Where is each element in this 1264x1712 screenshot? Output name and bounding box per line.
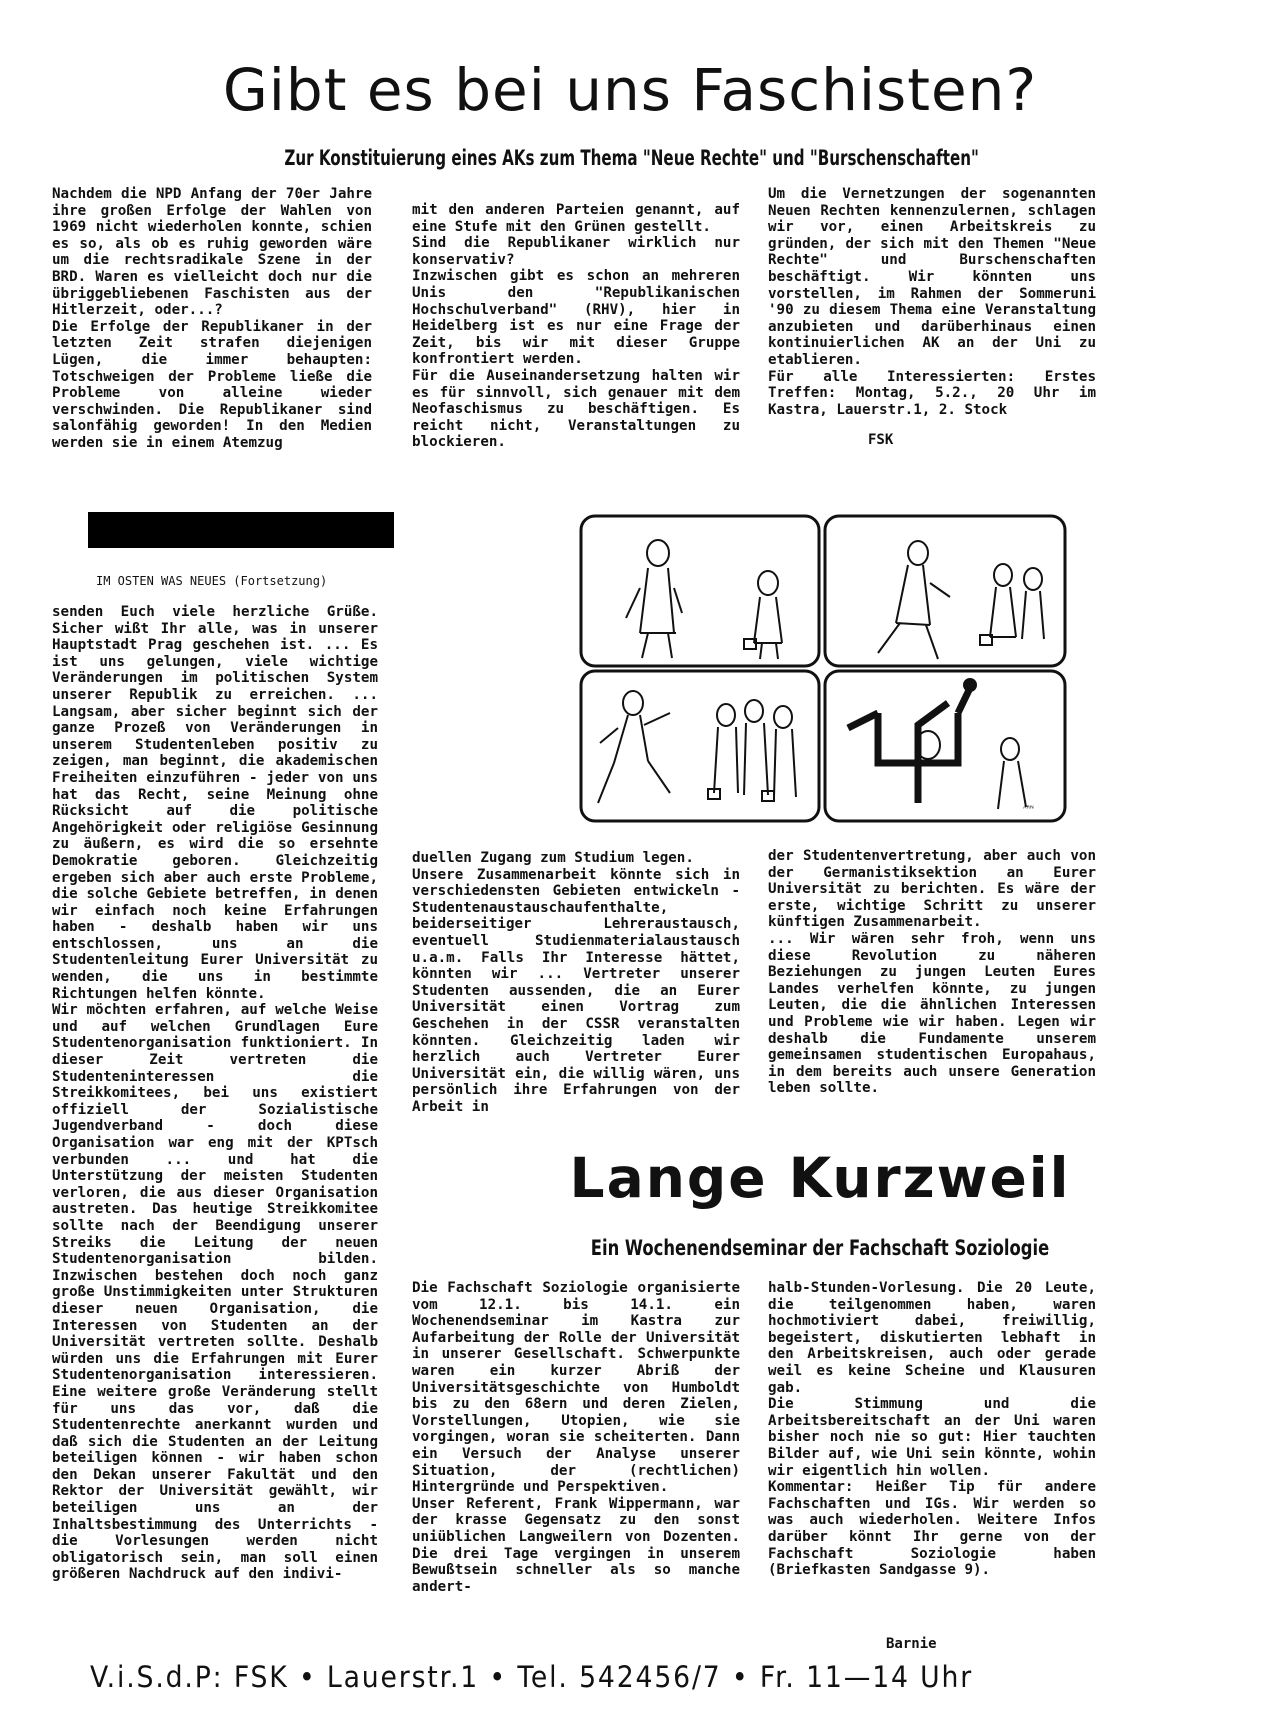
article1-column-1: Nachdem die NPD Anfang der 70er Jahre ihre großen Erfolge der Wahlen von 1969 nicht wiederholen konnte, schien es so, als ob es ruhig geworden wäre um die rechtsradikale Szene in der BRD. Waren es vielleicht doch nur die übriggebliebenen Faschisten aus der Hitlerzeit, oder...? Die Erfolge der Republikaner in der letzten Zeit strafen diejenigen Lügen, die immer behaupten: Totschweigen der Probleme ließe die Probleme von alleine wieder verschwinden. Die Republikaner sind salonfähig geworden! In den Medien werden sie in einem Atemzug — [52, 186, 372, 451]
article1-column-3: Um die Vernetzungen der sogenannten Neuen Rechten kennenzulernen, schlagen wir vor, einen Arbeitskreis zu gründen, der sich mit den Themen "Neue Rechte" und Burschenschaften beschäftigt. Wir könnten uns vorstellen, im Rahmen der Sommeruni '90 zu diesem Thema eine Veranstaltung anzubieten und darüberhinaus einen kontinuierlichen AK an der Uni zu etablieren. Für alle Interessierten: Erstes Treffen: Montag, 5.2., 20 Uhr im Kastra, Lauerstr.1, 2. Stock — [768, 186, 1096, 418]
cartoon-panel-1 — [581, 516, 819, 666]
cartoon-panel-3 — [581, 671, 819, 821]
redaction-bar — [88, 512, 394, 548]
article2-column-1: senden Euch viele herzliche Grüße. Sicher wißt Ihr alle, was in unserer Hauptstadt Prag geschehen ist. ... Es ist uns gelungen, viele wichtige Veränderungen im politischen System unserer Republik zu erreichen. ... Langsam, aber sicher beginnt sich der ganze Prozeß von Veränderungen in unserem Studentenleben positiv zu zeigen, man beginnt, die akademischen Freiheiten einzuführen - jeder von uns hat das Recht, seine Meinung ohne Rücksicht auf die politische Angehörigkeit oder religiöse Gesinnung zu äußern, es wird die so ersehnte Demokratie geboren. Gleichzeitig ergeben sich aber auch erste Probleme, die solche Gebiete betreffen, in denen wir einfach noch keine Erfahrungen haben - deshalb haben wir uns entschlossen, uns an die Studentenleitung Eurer Universität zu wenden, die uns in bestimmte Richtungen helfen könnte. Wir möchten erfahren, auf welche Weise und auf welchen Grundlagen Eure Studentenorganisation funktioniert. In dieser Zeit vertreten die Studenteninteressen die Streikkomitees, bei uns existiert offiziell der Sozialistische Jugendverband - doch diese Organisation war eng mit der KPTsch verbunden ... und hat die Unterstützung der meisten Studenten verloren, die aus dieser Organisation austreten. Das heutige Streikkomitee sollte nach der Beendigung unserer Streiks die Leitung der neuen Studentenorganisation bilden. Inzwischen bestehen doch noch ganz große Unstimmigkeiten unter Strukturen dieser neuen Organisation, die Interessen von Studenten an der Universität vertreten sollte. Deshalb würden uns die Erfahrungen mit Eurer Studentenorganisation interessieren. Eine weitere große Veränderung stellt für uns das vor, daß die Studentenrechte anerkannt wurden und daß sich die Studenten an der Leitung beteiligen können - wir haben schon den Dekan unserer Fakultät und den Rektor der Universität gewählt, wir beteiligen uns an der Inhaltsbestimmung des Unterrichts - die Vorlesungen werden nicht obligatorisch sein, man soll einen größeren Nachdruck auf den indivi- — [52, 604, 378, 1583]
article1-column-2: mit den anderen Parteien genannt, auf eine Stufe mit den Grünen gestellt. Sind die Republikaner wirklich nur konservativ? Inzwischen gibt es schon an mehreren Unis den "Republikanischen Hochschulverband" (RHV), hier in Heidelberg ist es nur eine Frage der Zeit, bis wir mit dieser Gruppe konfrontiert werden. Für die Auseinandersetzung halten wir es für sinnvoll, sich genauer mit dem Neofaschismus zu beschäftigen. Es reicht nicht, Veranstaltungen zu blockieren. — [412, 202, 740, 451]
article2-column-2: duellen Zugang zum Studium legen. Unsere Zusammenarbeit könnte sich in verschiedensten Gebieten entwickeln - Studentenaustauschaufenthalte, beiderseitiger Lehreraustausch, eventuell Studienmaterialaustausch u.a.m. Falls Ihr Interesse hättet, könnten wir ... Vertreter unserer Studenten aussenden, die an Eurer Universität einen Vortrag zum Geschehen in der CSSR veranstalten könnten. Gleichzeitig laden wir herzlich auch Vertreter Eurer Universität ein, die willig wären, uns persönlich ihre Erfahrungen von der Arbeit in — [412, 850, 740, 1115]
article3-column-2: halb-Stunden-Vorlesung. Die 20 Leute, die teilgenommen haben, waren hochmotiviert dabei, freiwillig, begeistert, diskutierten lebhaft in den Arbeitskreisen, auch oder gerade weil es keine Scheine und Klausuren gab. Die Stimmung und die Arbeitsbereitschaft an der Uni waren bisher noch nie so gut: Hier tauchten Bilder auf, wie Uni sein könnte, wohin wir eigentlich hin wollen. Kommentar: Heißer Tip für andere Fachschaften und IGs. Wir werden so was auch wiederholen. Weitere Infos darüber könnt Ihr gerne von der Fachschaft Soziologie haben (Briefkasten Sandgasse 9). — [768, 1280, 1096, 1579]
cartoon-panel-2 — [825, 516, 1065, 666]
continuation-label: IM OSTEN WAS NEUES (Fortsetzung) — [96, 574, 328, 588]
article1-signature: FSK — [868, 432, 894, 448]
article3-signature: Barnie — [886, 1636, 937, 1652]
imprint-footer: V.i.S.d.P: FSK • Lauerstr.1 • Tel. 542456/7 • Fr. 11—14 Uhr — [90, 1660, 974, 1694]
cartoon-artist-mark: ᴬᴿᴺ — [1023, 804, 1034, 813]
article3-headline: Lange Kurzweil — [569, 1146, 1071, 1210]
article3-subheadline: Ein Wochenendseminar der Fachschaft Soziologie — [590, 1236, 1050, 1260]
article3-column-1: Die Fachschaft Soziologie organisierte vom 12.1. bis 14.1. ein Wochenendseminar im Kastra zur Aufarbeitung der Rolle der Universität in unserer Gesellschaft. Schwerpunkte waren ein kurzer Abriß der Universitätsgeschichte von Humboldt bis zu den 68ern und deren Zielen, Vorstellungen, Utopien, wie sie vorgingen, woran sie scheiterten. Dann ein Versuch der Analyse unserer Situation, der (rechtlichen) Hintergründe und Perspektiven. Unser Referent, Frank Wippermann, war der krasse Gegensatz zu den sonst uniüblichen Langweilern von Dozenten. Die drei Tage vergingen in unserem Bewußtsein schneller als so manche andert- — [412, 1280, 740, 1595]
article-subheadline: Zur Konstituierung eines AKs zum Thema "Neue Rechte" und "Burschenschaften" — [284, 146, 979, 170]
article-headline: Gibt es bei uns Faschisten? — [222, 56, 1038, 124]
cartoon-strip — [578, 513, 1068, 825]
article2-column-3: der Studentenvertretung, aber auch von der Germanistiksektion an Eurer Universität zu berichten. Es wäre der erste, wichtige Schritt zu unserer künftigen Zusammenarbeit. ... Wir wären sehr froh, wenn uns diese Revolution zu näheren Beziehungen zu jungen Leuten Eures Landes verhelfen könnte, zu jungen Leuten, die die ähnlichen Interessen und Probleme wie wir haben. Legen wir deshalb die Fundamente unserem gemeinsamen studentischen Europahaus, in dem bereits auch unsere Generation leben sollte. — [768, 848, 1096, 1097]
cartoon-panel-4 — [825, 671, 1065, 821]
